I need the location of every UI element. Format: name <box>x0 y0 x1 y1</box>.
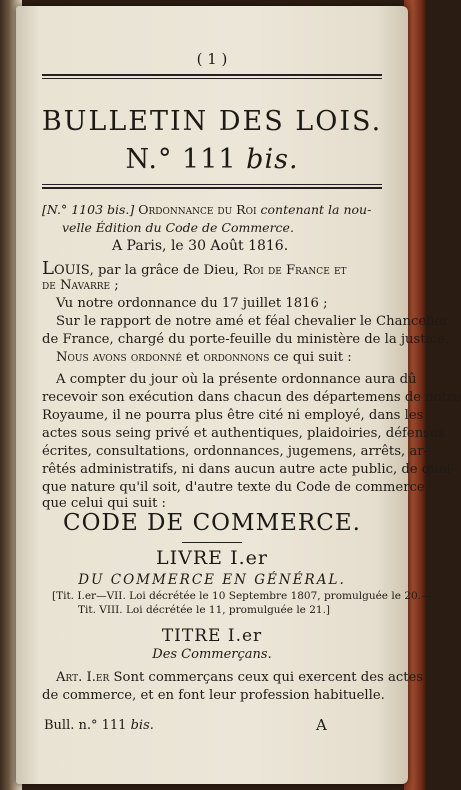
article-line-1: A compter du jour où la présente ordonnance aura dû <box>56 372 417 387</box>
body-line-1: Vu notre ordonnance du 17 juillet 1816 ; <box>56 296 328 311</box>
ordonnance-heading-rest: contenant la nou- <box>256 202 372 217</box>
art-1-text: Sont commerçans ceux qui exercent des actes <box>109 670 424 685</box>
article-line-4: actes sous seing privé et authentiques, plaidoiries, défenses <box>42 426 445 441</box>
art-1-line-1 <box>56 670 423 685</box>
bulletin-number-suffix: bis. <box>246 144 299 175</box>
body-line-3: de France, chargé du porte-feuille du ministère de la justice, <box>42 332 450 347</box>
titre-title: TITRE I.er <box>161 626 263 646</box>
louis-line <box>42 258 347 279</box>
ordering-caps2: ordonnons <box>203 350 270 365</box>
livre-title: LIVRE I.er <box>156 547 268 569</box>
page-number: ( 1 ) <box>196 50 228 68</box>
body-line-2: Sur le rapport de notre amé et féal chevalier le Chancelier <box>56 314 449 329</box>
ordonnance-number: [N.° 1103 bis.] <box>42 202 139 217</box>
document-page <box>16 6 461 784</box>
article-line-6: rêtés administratifs, ni dans aucun autre acte public, de quel- <box>42 462 456 477</box>
header-rule-bottom-thin <box>42 184 382 185</box>
titre-subtitle: Des Commerçans. <box>152 647 272 662</box>
article-line-7: que nature qu'il soit, d'autre texte du Code de commerce <box>42 480 425 495</box>
ordering-et: et <box>181 350 204 365</box>
ordering-line <box>56 350 352 365</box>
bulletin-number-prefix: N.° <box>125 144 183 175</box>
ordonnance-title: Ordonnance du Roi <box>138 202 257 217</box>
ordering-rest: ce qui suit : <box>269 350 352 365</box>
navarre: de Navarre <box>42 278 111 293</box>
louis-rest: , par la grâce de Dieu, <box>89 263 243 278</box>
article-line-2: recevoir son exécution dans chacun des départemens de notre <box>42 390 461 405</box>
bulletin-title: BULLETIN DES LOIS. <box>41 106 383 137</box>
bulletin-number-value: 111 <box>182 144 247 175</box>
header-rule-top-thin <box>42 78 382 79</box>
louis-initial: Louis <box>42 258 90 279</box>
titles-note-2: Tit. VIII. Loi décrétée le 11, promulguée le 21.] <box>78 604 331 616</box>
code-separator <box>182 542 242 543</box>
footer-bulletin <box>44 718 154 733</box>
bulletin-number <box>16 144 408 175</box>
header-rule-top <box>42 74 382 76</box>
ordonnance-heading <box>42 202 371 217</box>
signature-mark: A <box>316 716 327 734</box>
titles-note-1: [Tit. I.er—VII. Loi décrétée le 10 Septembre 1807, promulguée le 20.— <box>52 590 432 602</box>
place-date: A Paris, le 30 Août 1816. <box>112 238 289 254</box>
navarre-line <box>42 278 119 293</box>
article-line-3: Royaume, il ne pourra plus être cité ni employé, dans les <box>42 408 424 423</box>
ordering-caps: Nous avons ordonné <box>56 350 182 365</box>
art-1-label: Art. I.er <box>56 670 110 685</box>
header-rule-bottom <box>42 187 382 189</box>
ordonnance-heading-line2: velle Édition du Code de Commerce. <box>62 220 294 235</box>
roi-title: Roi de France et <box>242 263 347 278</box>
livre-subtitle: DU COMMERCE EN GÉNÉRAL. <box>78 572 346 588</box>
navarre-punct: ; <box>110 278 119 293</box>
footer-bull-bis: bis. <box>130 718 154 733</box>
article-line-5: écrites, consultations, ordonnances, jugemens, arrêts, ar- <box>42 444 428 459</box>
article-line-8: que celui qui suit : <box>42 496 166 511</box>
code-title: CODE DE COMMERCE. <box>63 510 361 536</box>
footer-bull-label: Bull. n.° 111 <box>44 718 131 733</box>
art-1-line-2: de commerce, et en font leur profession habituelle. <box>42 688 385 703</box>
